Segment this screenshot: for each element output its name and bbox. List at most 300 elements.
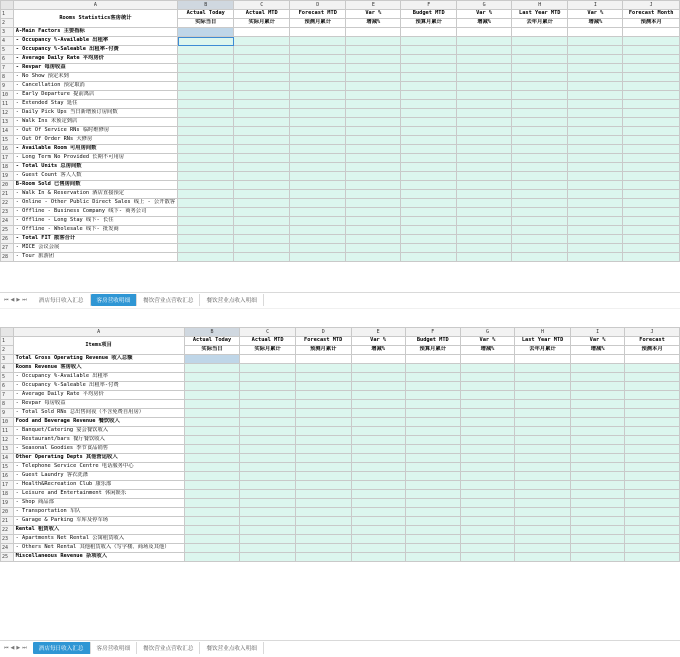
data-cell[interactable] (625, 409, 680, 418)
data-cell[interactable] (460, 364, 514, 373)
data-cell[interactable] (568, 127, 623, 136)
data-cell[interactable] (346, 145, 401, 154)
header-cell[interactable]: Var % (457, 10, 512, 19)
data-cell[interactable] (571, 373, 625, 382)
data-cell[interactable] (625, 535, 680, 544)
data-cell[interactable] (460, 427, 514, 436)
row-label-cell[interactable]: - Offline - Long Stay 线下- 长住 (13, 217, 177, 226)
data-cell[interactable] (240, 418, 295, 427)
data-cell[interactable] (240, 445, 295, 454)
data-cell[interactable] (512, 154, 568, 163)
row-label-cell[interactable]: - Total Units 总房间数 (13, 163, 177, 172)
data-cell[interactable] (457, 109, 512, 118)
data-cell[interactable] (405, 490, 460, 499)
data-cell[interactable] (405, 517, 460, 526)
data-cell[interactable] (401, 217, 457, 226)
data-cell[interactable] (623, 55, 680, 64)
row-label-cell[interactable]: - Others Net Rental 其他租赁收入（写字楼、商场及其他） (13, 544, 184, 553)
data-cell[interactable] (460, 517, 514, 526)
header-cell[interactable]: Var % (460, 337, 514, 346)
data-cell[interactable] (625, 463, 680, 472)
data-cell[interactable] (568, 118, 623, 127)
data-cell[interactable] (178, 145, 234, 154)
data-cell[interactable] (625, 355, 680, 364)
data-cell[interactable] (514, 544, 570, 553)
data-cell[interactable] (514, 436, 570, 445)
header-cell[interactable]: 实际当日 (184, 346, 240, 355)
data-cell[interactable] (184, 454, 240, 463)
data-cell[interactable] (178, 226, 234, 235)
data-cell[interactable] (457, 244, 512, 253)
data-cell[interactable] (351, 463, 405, 472)
row-label-cell[interactable]: - Seasonal Goodies 季节食品销售 (13, 445, 184, 454)
data-cell[interactable] (514, 463, 570, 472)
data-cell[interactable] (623, 190, 680, 199)
data-cell[interactable] (351, 535, 405, 544)
row-label-cell[interactable]: Other Operating Depts 其他营运收入 (13, 454, 184, 463)
data-cell[interactable] (178, 100, 234, 109)
data-cell[interactable] (514, 382, 570, 391)
data-cell[interactable] (625, 499, 680, 508)
data-cell[interactable] (571, 409, 625, 418)
data-cell[interactable] (457, 55, 512, 64)
data-cell[interactable] (234, 181, 290, 190)
data-cell[interactable] (623, 208, 680, 217)
header-cell[interactable]: Forecast (625, 337, 680, 346)
row-label-cell[interactable]: - Apartments Net Rental 公寓租赁收入 (13, 535, 184, 544)
data-cell[interactable] (623, 46, 680, 55)
data-cell[interactable] (351, 508, 405, 517)
row-label-cell[interactable]: - Occupancy %-Available 出租率 (13, 37, 177, 46)
data-cell[interactable] (571, 355, 625, 364)
row-label-cell[interactable]: - Average Daily Rate 平均房价 (13, 55, 177, 64)
data-cell[interactable] (401, 208, 457, 217)
data-cell[interactable] (240, 391, 295, 400)
data-cell[interactable] (184, 553, 240, 562)
row-header[interactable]: 28 (1, 253, 14, 262)
data-cell[interactable] (512, 73, 568, 82)
data-cell[interactable] (240, 364, 295, 373)
data-cell[interactable] (184, 382, 240, 391)
data-cell[interactable] (295, 544, 351, 553)
data-cell[interactable] (178, 235, 234, 244)
data-cell[interactable] (290, 82, 346, 91)
data-cell[interactable] (346, 253, 401, 262)
data-cell[interactable] (457, 172, 512, 181)
row-label-cell[interactable]: Miscellaneous Revenue 杂项收入 (13, 553, 184, 562)
data-cell[interactable] (295, 526, 351, 535)
data-cell[interactable] (401, 82, 457, 91)
prev-sheet-icon[interactable]: ◀ (10, 645, 15, 651)
data-cell[interactable] (625, 373, 680, 382)
data-cell[interactable] (234, 244, 290, 253)
data-cell[interactable] (623, 37, 680, 46)
data-cell[interactable] (401, 253, 457, 262)
data-cell[interactable] (184, 544, 240, 553)
sheet-tab-daily-summary[interactable]: 酒店每日收入汇总 (33, 642, 91, 654)
data-cell[interactable] (234, 109, 290, 118)
data-cell[interactable] (460, 382, 514, 391)
row-header[interactable]: 10 (1, 91, 14, 100)
data-cell[interactable] (512, 82, 568, 91)
data-cell[interactable] (623, 91, 680, 100)
data-cell[interactable] (351, 526, 405, 535)
data-cell[interactable] (460, 472, 514, 481)
row-header[interactable]: 8 (1, 400, 14, 409)
data-cell[interactable] (346, 55, 401, 64)
data-cell[interactable] (405, 463, 460, 472)
data-cell[interactable] (240, 427, 295, 436)
column-header[interactable]: E (351, 328, 405, 337)
data-cell[interactable] (290, 100, 346, 109)
data-cell[interactable] (571, 463, 625, 472)
data-cell[interactable] (290, 37, 346, 46)
data-cell[interactable] (346, 190, 401, 199)
data-cell[interactable] (512, 55, 568, 64)
data-cell[interactable] (401, 28, 457, 37)
data-cell[interactable] (184, 517, 240, 526)
column-header[interactable]: C (240, 328, 295, 337)
header-cell[interactable]: Forecast MTD (295, 337, 351, 346)
data-cell[interactable] (346, 28, 401, 37)
data-cell[interactable] (184, 355, 240, 364)
last-sheet-icon[interactable]: ⏭ (22, 297, 27, 303)
data-cell[interactable] (457, 127, 512, 136)
data-cell[interactable] (405, 364, 460, 373)
data-cell[interactable] (351, 436, 405, 445)
row-header[interactable]: 23 (1, 208, 14, 217)
data-cell[interactable] (295, 454, 351, 463)
row-header[interactable]: 22 (1, 199, 14, 208)
data-cell[interactable] (571, 454, 625, 463)
header-cell[interactable]: Actual Today (184, 337, 240, 346)
row-header[interactable]: 7 (1, 391, 14, 400)
data-cell[interactable] (405, 535, 460, 544)
data-cell[interactable] (514, 526, 570, 535)
data-cell[interactable] (623, 82, 680, 91)
data-cell[interactable] (460, 526, 514, 535)
data-cell[interactable] (351, 490, 405, 499)
data-cell[interactable] (514, 490, 570, 499)
data-cell[interactable] (351, 427, 405, 436)
data-cell[interactable] (234, 118, 290, 127)
data-cell[interactable] (625, 418, 680, 427)
data-cell[interactable] (460, 463, 514, 472)
column-header[interactable]: A (13, 1, 177, 10)
data-cell[interactable] (290, 91, 346, 100)
column-header[interactable]: H (514, 328, 570, 337)
data-cell[interactable] (178, 217, 234, 226)
data-cell[interactable] (625, 517, 680, 526)
data-cell[interactable] (568, 217, 623, 226)
data-cell[interactable] (457, 91, 512, 100)
data-cell[interactable] (351, 445, 405, 454)
data-cell[interactable] (178, 199, 234, 208)
data-cell[interactable] (234, 163, 290, 172)
data-cell[interactable] (457, 28, 512, 37)
data-cell[interactable] (240, 517, 295, 526)
data-cell[interactable] (512, 91, 568, 100)
header-cell[interactable]: Actual MTD (240, 337, 295, 346)
data-cell[interactable] (512, 208, 568, 217)
header-cell[interactable]: 实际月累计 (240, 346, 295, 355)
data-cell[interactable] (460, 490, 514, 499)
data-cell[interactable] (623, 154, 680, 163)
data-cell[interactable] (295, 499, 351, 508)
data-cell[interactable] (514, 445, 570, 454)
column-header[interactable]: A (13, 328, 184, 337)
data-cell[interactable] (295, 400, 351, 409)
data-cell[interactable] (346, 217, 401, 226)
data-cell[interactable] (401, 73, 457, 82)
data-cell[interactable] (512, 190, 568, 199)
data-cell[interactable] (568, 154, 623, 163)
data-cell[interactable] (401, 244, 457, 253)
data-cell[interactable] (623, 136, 680, 145)
data-cell[interactable] (290, 244, 346, 253)
data-cell[interactable] (184, 436, 240, 445)
data-cell[interactable] (178, 73, 234, 82)
data-cell[interactable] (290, 217, 346, 226)
data-cell[interactable] (625, 391, 680, 400)
data-cell[interactable] (351, 355, 405, 364)
column-header[interactable]: E (346, 1, 401, 10)
next-sheet-icon[interactable]: ▶ (16, 645, 21, 651)
row-header[interactable]: 27 (1, 244, 14, 253)
data-cell[interactable] (178, 172, 234, 181)
data-cell[interactable] (512, 136, 568, 145)
data-cell[interactable] (346, 118, 401, 127)
data-cell[interactable] (457, 226, 512, 235)
data-cell[interactable] (514, 355, 570, 364)
data-cell[interactable] (178, 127, 234, 136)
data-cell[interactable] (240, 355, 295, 364)
data-cell[interactable] (625, 427, 680, 436)
prev-sheet-icon[interactable]: ◀ (10, 297, 15, 303)
data-cell[interactable] (457, 181, 512, 190)
data-cell[interactable] (405, 400, 460, 409)
row-label-cell[interactable]: - Guest Laundry 客衣洗涤 (13, 472, 184, 481)
data-cell[interactable] (290, 64, 346, 73)
data-cell[interactable] (512, 145, 568, 154)
data-cell[interactable] (184, 508, 240, 517)
data-cell[interactable] (240, 553, 295, 562)
row-header[interactable]: 23 (1, 535, 14, 544)
row-header[interactable]: 19 (1, 499, 14, 508)
data-cell[interactable] (568, 244, 623, 253)
data-cell[interactable] (571, 382, 625, 391)
data-cell[interactable] (625, 445, 680, 454)
data-cell[interactable] (178, 91, 234, 100)
row-label-cell[interactable]: - Banquet/Catering 宴会餐饮收入 (13, 427, 184, 436)
data-cell[interactable] (625, 490, 680, 499)
data-cell[interactable] (623, 253, 680, 262)
data-cell[interactable] (401, 172, 457, 181)
data-cell[interactable] (346, 64, 401, 73)
row-header[interactable]: 20 (1, 508, 14, 517)
data-cell[interactable] (512, 199, 568, 208)
data-cell[interactable] (234, 154, 290, 163)
data-cell[interactable] (568, 46, 623, 55)
data-cell[interactable] (514, 517, 570, 526)
row-header[interactable]: 12 (1, 436, 14, 445)
data-cell[interactable] (184, 373, 240, 382)
data-cell[interactable] (623, 244, 680, 253)
data-cell[interactable] (460, 481, 514, 490)
data-cell[interactable] (623, 118, 680, 127)
row-label-cell[interactable]: - Walk In & Reservation 酒店直接预定 (13, 190, 177, 199)
data-cell[interactable] (568, 82, 623, 91)
data-cell[interactable] (571, 499, 625, 508)
data-cell[interactable] (401, 235, 457, 244)
data-cell[interactable] (457, 82, 512, 91)
data-cell[interactable] (514, 508, 570, 517)
data-cell[interactable] (184, 526, 240, 535)
data-cell[interactable] (460, 544, 514, 553)
header-cell[interactable]: 增减% (460, 346, 514, 355)
data-cell[interactable] (571, 400, 625, 409)
data-cell[interactable] (290, 136, 346, 145)
row-label-cell[interactable]: - Shop 商品部 (13, 499, 184, 508)
row-header[interactable]: 25 (1, 226, 14, 235)
data-cell[interactable] (568, 64, 623, 73)
header-cell[interactable]: Var % (351, 337, 405, 346)
column-header[interactable]: F (401, 1, 457, 10)
data-cell[interactable] (234, 100, 290, 109)
row-label-cell[interactable]: - MICE 会议会展 (13, 244, 177, 253)
data-cell[interactable] (625, 481, 680, 490)
data-cell[interactable] (512, 28, 568, 37)
data-cell[interactable] (351, 499, 405, 508)
header-cell[interactable]: 去年月累计 (514, 346, 570, 355)
data-cell[interactable] (568, 28, 623, 37)
data-cell[interactable] (571, 553, 625, 562)
row-header[interactable]: 15 (1, 136, 14, 145)
data-cell[interactable] (514, 535, 570, 544)
data-cell[interactable] (346, 73, 401, 82)
data-cell[interactable] (512, 64, 568, 73)
data-cell[interactable] (512, 235, 568, 244)
data-cell[interactable] (460, 391, 514, 400)
row-header[interactable]: 5 (1, 373, 14, 382)
data-cell[interactable] (568, 253, 623, 262)
data-cell[interactable] (184, 535, 240, 544)
data-cell[interactable] (405, 481, 460, 490)
row-header[interactable]: 17 (1, 481, 14, 490)
data-cell[interactable] (568, 91, 623, 100)
data-cell[interactable] (346, 163, 401, 172)
data-cell[interactable] (405, 454, 460, 463)
data-cell[interactable] (401, 226, 457, 235)
data-cell[interactable] (514, 400, 570, 409)
data-cell[interactable] (512, 118, 568, 127)
row-label-cell[interactable]: Rooms Revenue 客房收入 (13, 364, 184, 373)
header-cell[interactable]: 预算月累计 (401, 19, 457, 28)
data-cell[interactable] (623, 28, 680, 37)
data-cell[interactable] (295, 553, 351, 562)
row-header[interactable]: 16 (1, 145, 14, 154)
data-cell[interactable] (514, 427, 570, 436)
row-header[interactable]: 21 (1, 190, 14, 199)
row-header[interactable]: 24 (1, 217, 14, 226)
data-cell[interactable] (290, 109, 346, 118)
data-cell[interactable] (240, 535, 295, 544)
sheet-tab-room-revenue[interactable]: 客房营收明细 (91, 642, 138, 654)
data-cell[interactable] (571, 544, 625, 553)
data-cell[interactable] (514, 454, 570, 463)
data-cell[interactable] (571, 481, 625, 490)
row-label-cell[interactable]: - Out Of Service RNs 临时维修房 (13, 127, 177, 136)
data-cell[interactable] (178, 163, 234, 172)
data-cell[interactable] (401, 136, 457, 145)
data-cell[interactable] (184, 445, 240, 454)
data-cell[interactable] (571, 364, 625, 373)
column-header[interactable]: I (568, 1, 623, 10)
data-cell[interactable] (568, 235, 623, 244)
data-cell[interactable] (512, 100, 568, 109)
data-cell[interactable] (405, 445, 460, 454)
data-cell[interactable] (346, 226, 401, 235)
data-cell[interactable] (405, 544, 460, 553)
sheet-tab-room-revenue[interactable]: 客房营收明细 (91, 294, 138, 306)
data-cell[interactable] (234, 253, 290, 262)
row-label-cell[interactable]: - Average Daily Rate 平均房价 (13, 391, 184, 400)
data-cell[interactable] (512, 253, 568, 262)
data-cell[interactable] (512, 109, 568, 118)
data-cell[interactable] (568, 199, 623, 208)
row-label-cell[interactable]: - Occupancy %-Saleable 出租率-付费 (13, 46, 177, 55)
data-cell[interactable] (405, 526, 460, 535)
data-cell[interactable] (514, 481, 570, 490)
row-header[interactable]: 24 (1, 544, 14, 553)
data-cell[interactable] (623, 217, 680, 226)
row-header[interactable]: 9 (1, 409, 14, 418)
data-cell[interactable] (623, 226, 680, 235)
data-cell[interactable] (184, 463, 240, 472)
header-cell[interactable]: Forecast Month (623, 10, 680, 19)
data-cell[interactable] (514, 499, 570, 508)
data-cell[interactable] (401, 199, 457, 208)
data-cell[interactable] (625, 454, 680, 463)
data-cell[interactable] (346, 208, 401, 217)
data-cell[interactable] (290, 226, 346, 235)
data-cell[interactable] (457, 235, 512, 244)
data-cell[interactable] (623, 235, 680, 244)
data-cell[interactable] (351, 553, 405, 562)
row-label-cell[interactable]: - Health&Recreation Club 康乐部 (13, 481, 184, 490)
row-header[interactable]: 15 (1, 463, 14, 472)
data-cell[interactable] (178, 109, 234, 118)
data-cell[interactable] (290, 118, 346, 127)
data-cell[interactable] (178, 154, 234, 163)
data-cell[interactable] (457, 208, 512, 217)
data-cell[interactable] (346, 91, 401, 100)
data-cell[interactable] (460, 508, 514, 517)
header-cell[interactable]: 预算月累计 (405, 346, 460, 355)
row-label-cell[interactable]: - Cancellation 预定取消 (13, 82, 177, 91)
data-cell[interactable] (623, 109, 680, 118)
header-cell[interactable]: Var % (568, 10, 623, 19)
data-cell[interactable] (457, 100, 512, 109)
row-label-cell[interactable]: - Total FIT 散客合计 (13, 235, 177, 244)
data-cell[interactable] (401, 46, 457, 55)
column-header[interactable]: J (625, 328, 680, 337)
column-header[interactable]: B (178, 1, 234, 10)
data-cell[interactable] (568, 190, 623, 199)
data-cell[interactable] (571, 490, 625, 499)
data-cell[interactable] (346, 181, 401, 190)
column-header[interactable]: B (184, 328, 240, 337)
